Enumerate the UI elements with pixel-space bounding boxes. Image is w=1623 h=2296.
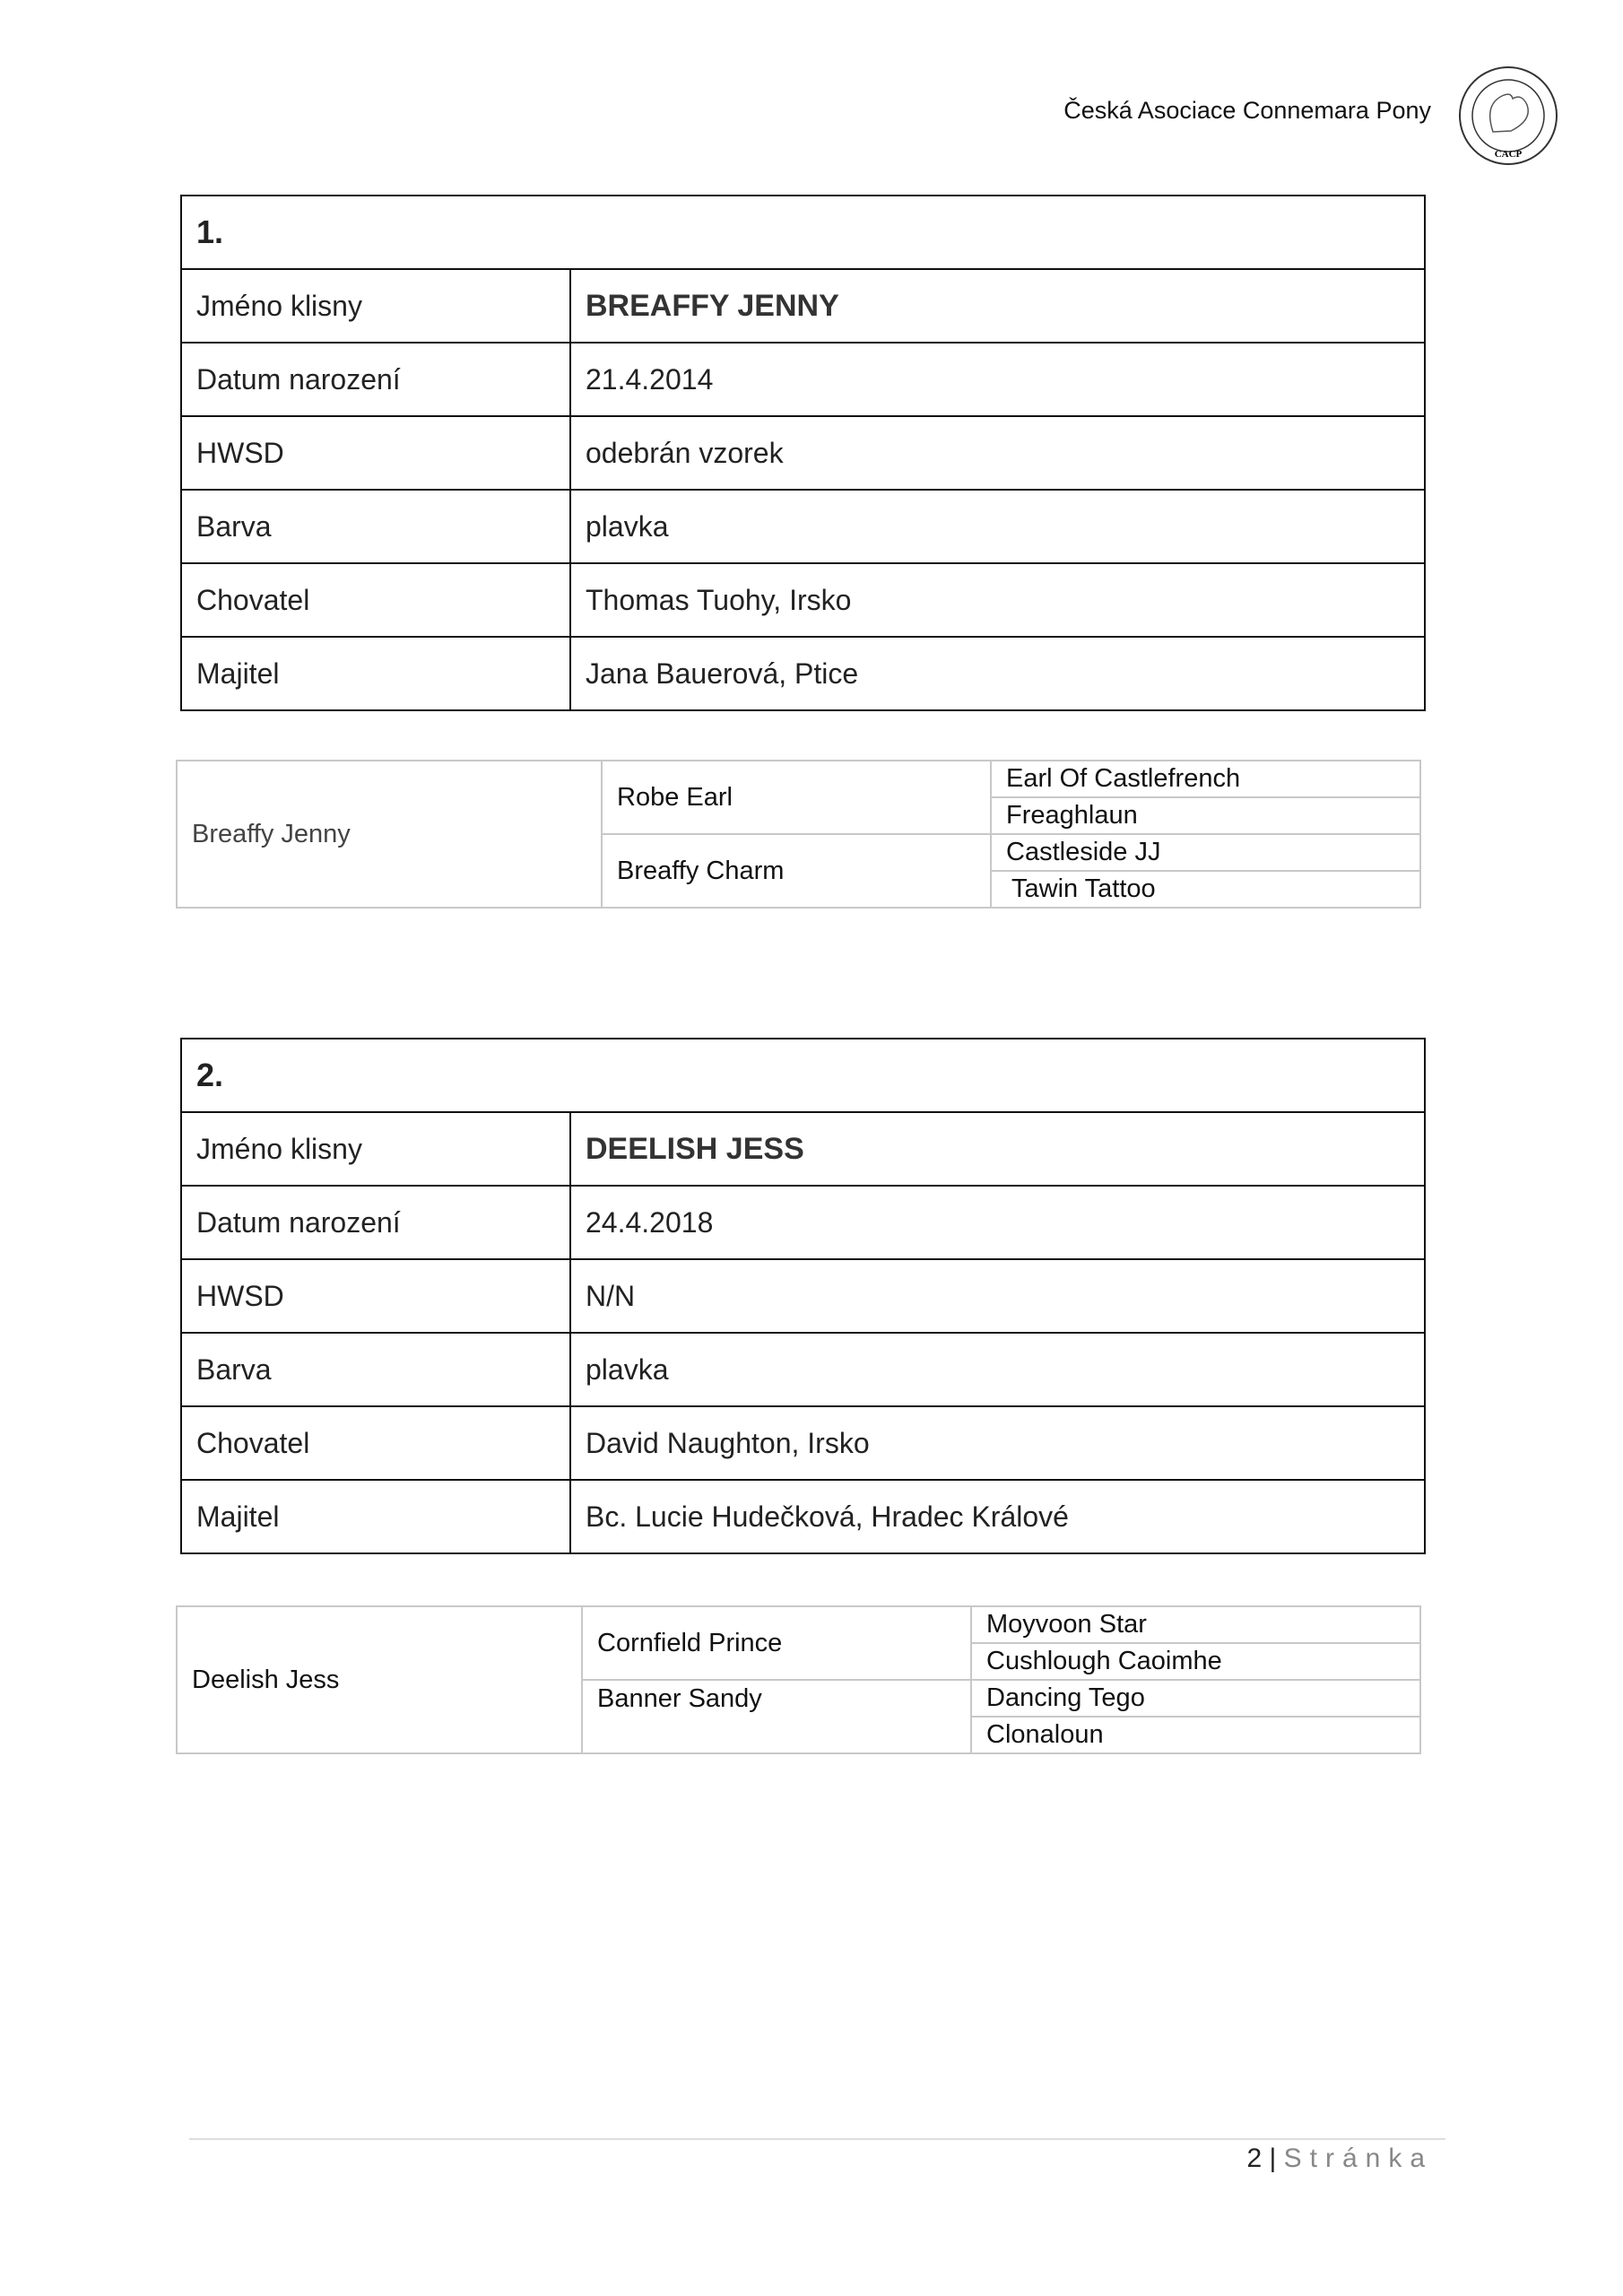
pedigree-dam-sire: Dancing Tego	[971, 1680, 1420, 1717]
field-value: plavka	[570, 490, 1425, 563]
pedigree-sire-sire: Moyvoon Star	[971, 1606, 1420, 1643]
pedigree-dam-dam: Tawin Tattoo	[991, 871, 1420, 908]
pedigree-dam: Banner Sandy	[582, 1680, 971, 1753]
page-number-footer	[1246, 2144, 1433, 2174]
field-value: Bc. Lucie Hudečková, Hradec Králové	[570, 1480, 1425, 1553]
mare-info-table-2	[180, 1038, 1426, 1554]
pedigree-sire-dam: Cushlough Caoimhe	[971, 1643, 1420, 1680]
field-label: Chovatel	[181, 1406, 570, 1480]
field-label: Barva	[181, 1333, 570, 1406]
mare-info-table-1	[180, 195, 1426, 711]
mare-name: DEELISH JESS	[570, 1112, 1425, 1186]
pedigree-sire: Robe Earl	[602, 761, 991, 834]
pedigree-sire-dam: Freaghlaun	[991, 797, 1420, 834]
pedigree-dam: Breaffy Charm	[602, 834, 991, 908]
field-value: 21.4.2014	[570, 343, 1425, 416]
pedigree-dam-dam: Clonaloun	[971, 1717, 1420, 1753]
field-label: Jméno klisny	[181, 269, 570, 343]
field-value: 24.4.2018	[570, 1186, 1425, 1259]
field-value: Jana Bauerová, Ptice	[570, 637, 1425, 710]
cacp-logo	[1457, 65, 1559, 167]
pedigree-table-2	[176, 1605, 1421, 1754]
pedigree-table-1	[176, 760, 1421, 909]
field-value: N/N	[570, 1259, 1425, 1333]
pedigree-name: Breaffy Jenny	[177, 761, 602, 908]
field-value: David Naughton, Irsko	[570, 1406, 1425, 1480]
page-separator: |	[1269, 2144, 1277, 2173]
field-label: Jméno klisny	[181, 1112, 570, 1186]
field-label: Datum narození	[181, 1186, 570, 1259]
page-label: Stránka	[1283, 2144, 1433, 2173]
mare-name: BREAFFY JENNY	[570, 269, 1425, 343]
field-label: Datum narození	[181, 343, 570, 416]
field-label: Majitel	[181, 1480, 570, 1553]
header-org-name: Česká Asociace Connemara Pony	[1063, 97, 1431, 124]
field-value: odebrán vzorek	[570, 416, 1425, 490]
page-number: 2	[1246, 2144, 1263, 2173]
field-value: plavka	[570, 1333, 1425, 1406]
mare-number: 2.	[181, 1039, 1425, 1112]
field-label: Majitel	[181, 637, 570, 710]
pedigree-sire-sire: Earl Of Castlefrench	[991, 761, 1420, 797]
field-value: Thomas Tuohy, Irsko	[570, 563, 1425, 637]
pedigree-name: Deelish Jess	[177, 1606, 582, 1753]
field-label: HWSD	[181, 1259, 570, 1333]
field-label: Barva	[181, 490, 570, 563]
footer-divider	[189, 2138, 1445, 2140]
field-label: HWSD	[181, 416, 570, 490]
mare-number: 1.	[181, 196, 1425, 269]
field-label: Chovatel	[181, 563, 570, 637]
svg-text:CACP: CACP	[1494, 149, 1523, 160]
pedigree-sire: Cornfield Prince	[582, 1606, 971, 1680]
pedigree-dam-sire: Castleside JJ	[991, 834, 1420, 871]
